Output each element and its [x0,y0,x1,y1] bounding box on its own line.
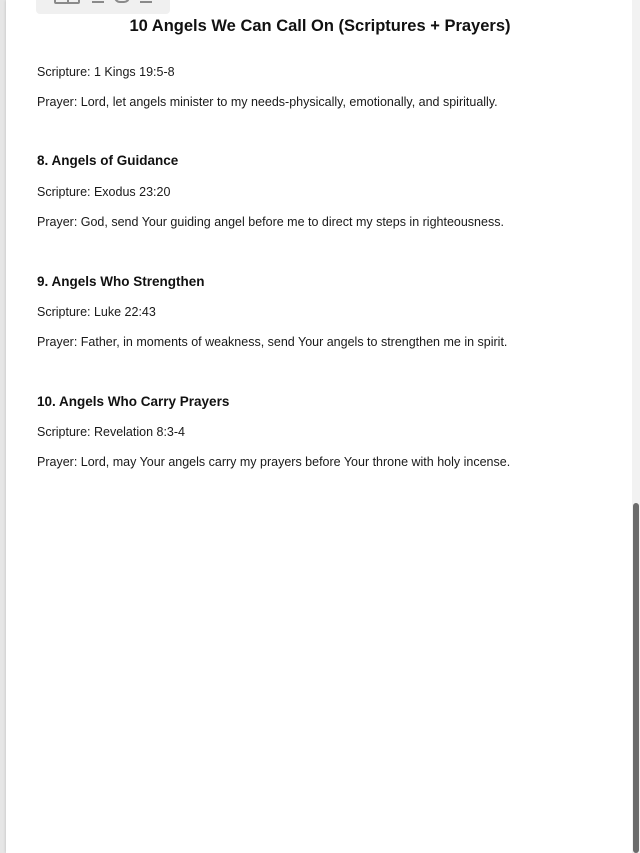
scripture-10: Scripture: Revelation 8:3-4 [37,425,185,439]
heading-8: 8. Angels of Guidance [37,153,179,168]
bookmark-icon[interactable] [114,0,130,3]
scrollbar-thumb[interactable] [633,503,639,853]
prayer-8: Prayer: God, send Your guiding angel before me to direct my steps in righteousness. [37,215,504,229]
scripture-9: Scripture: Luke 22:43 [37,305,156,319]
heading-9: 9. Angels Who Strengthen [37,274,205,289]
vertical-scrollbar[interactable] [632,0,640,853]
page-title: 10 Angels We Can Call On (Scriptures + Prayers) [129,17,511,35]
heading-10: 10. Angels Who Carry Prayers [37,394,230,409]
scripture-7: Scripture: 1 Kings 19:5-8 [37,65,175,79]
scripture-8: Scripture: Exodus 23:20 [37,185,171,199]
book-icon[interactable] [54,0,80,4]
menu-icon[interactable] [140,1,152,3]
menu-icon[interactable] [92,1,104,3]
viewer-toolbar [36,0,170,14]
prayer-9: Prayer: Father, in moments of weakness, send Your angels to strengthen me in spirit. [37,335,508,349]
prayer-7: Prayer: Lord, let angels minister to my needs-physically, emotionally, and spiritually. [37,95,498,109]
prayer-10: Prayer: Lord, may Your angels carry my prayers before Your throne with holy incense. [37,455,511,469]
